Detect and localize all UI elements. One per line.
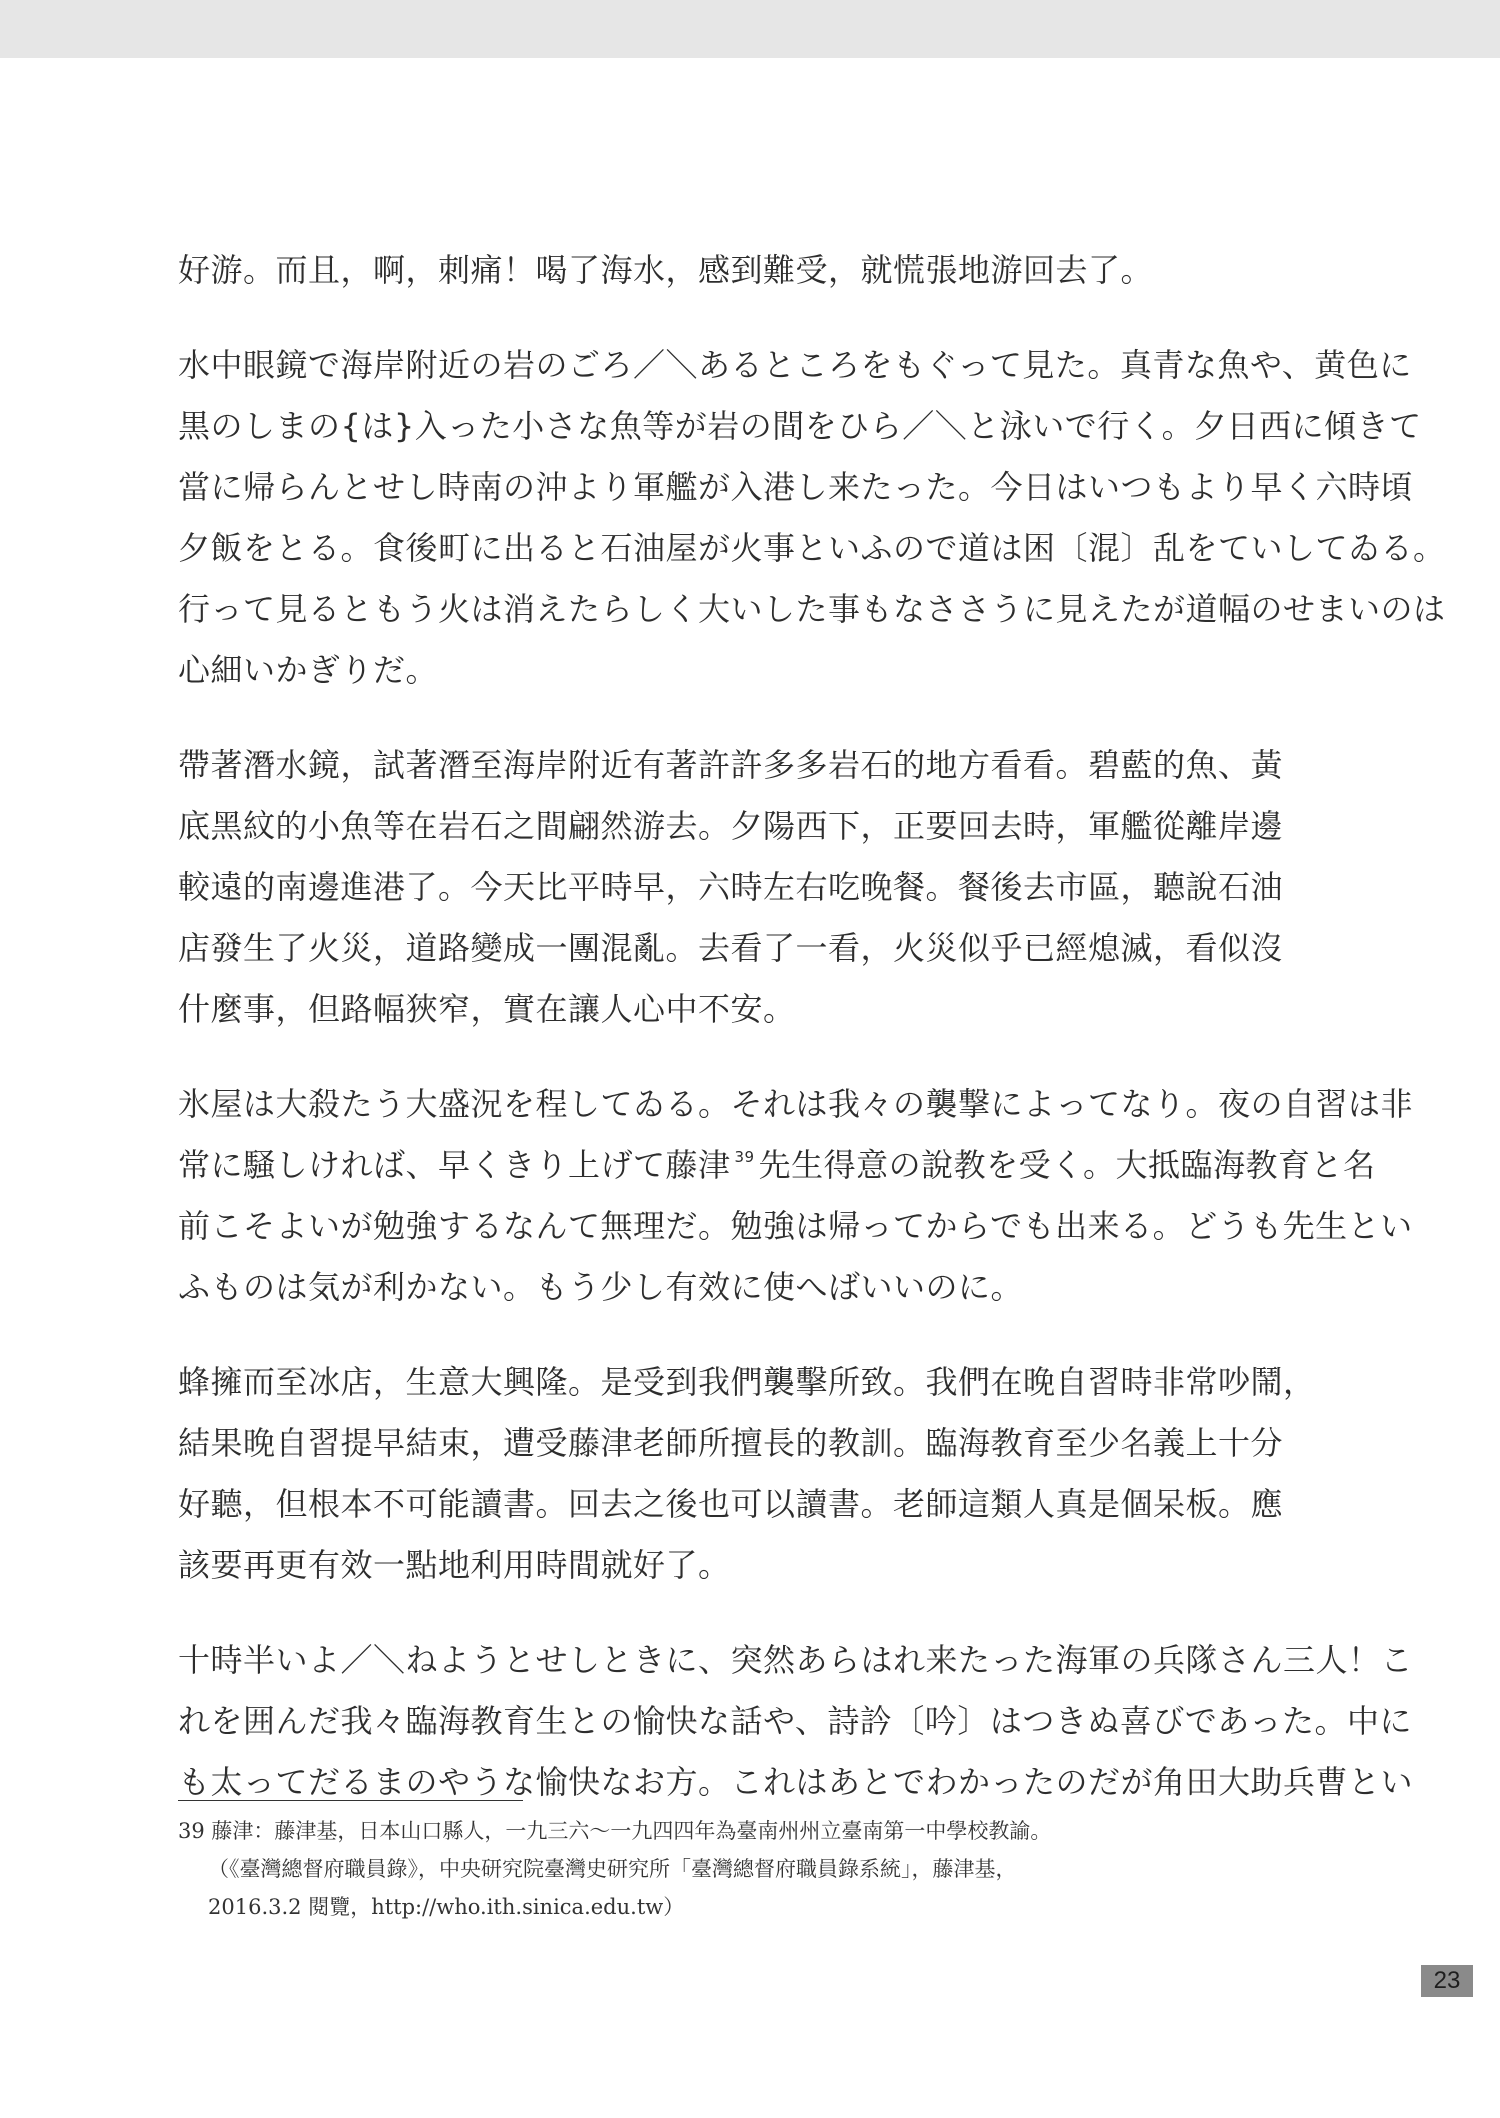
- text-line: 店發生了火災，道路變成一團混亂。去看了一看，火災似乎已經熄滅，看似沒: [178, 929, 1284, 967]
- text-line: も太ってだるまのやうな愉快なお方。これはあとでわかったのだが角田大助兵曹とい: [178, 1763, 1414, 1801]
- main-text: [178, 240, 1446, 1813]
- text-line: 好游。而且，啊，刺痛！喝了海水，感到難受，就慌張地游回去了。: [178, 251, 1154, 289]
- text-line: 什麼事，但路幅狹窄，實在讓人心中不安。: [178, 990, 796, 1028]
- text-line: 水中眼鏡で海岸附近の岩のごろ／＼あるところをもぐって見た。真青な魚や、黄色に: [178, 346, 1412, 384]
- footnote: [178, 1812, 1308, 1926]
- scan-top-edge: [0, 0, 1500, 58]
- footnote-line: （《臺灣總督府職員錄》，中央研究院臺灣史研究所「臺灣總督府職員錄系統」，藤津基，: [208, 1857, 1017, 1881]
- text-line: 該要再更有效一點地利用時間就好了。: [178, 1546, 731, 1584]
- text-line: 帶著潛水鏡，試著潛至海岸附近有著許許多多岩石的地方看看。碧藍的魚、黃: [178, 746, 1284, 784]
- text-segment: 先生得意の說教を受く。大抵臨海教育と名: [758, 1146, 1376, 1184]
- footnote-line: 2016.3.2 閱覽，http://who.ith.sinica.edu.tw）: [208, 1895, 685, 1919]
- text-line: 結果晚自習提早結束，遭受藤津老師所擅長的教訓。臨海教育至少名義上十分: [178, 1424, 1284, 1462]
- paragraph-1-chinese: [178, 240, 1300, 301]
- paragraph-5-chinese: [178, 1352, 1316, 1596]
- text-segment: 常に騒しければ、早くきり上げて藤津: [178, 1146, 731, 1184]
- text-line-with-footnote: [178, 1135, 1376, 1196]
- text-line: 較遠的南邊進港了。今天比平時早，六時左右吃晚餐。餐後去市區，聽說石油: [178, 868, 1284, 906]
- text-line: ふものは気が利かない。もう少し有效に使へばいいのに。: [178, 1268, 1024, 1306]
- text-line: 心細いかぎりだ。: [178, 651, 439, 689]
- text-line: 黒のしまの{は}入った小さな魚等が岩の間をひら／＼と泳いで行く。夕日西に傾きて: [178, 407, 1422, 445]
- text-line: 行って見るともう火は消えたらしく大いした事もなささうに見えたが道幅のせまいのは: [178, 590, 1446, 628]
- text-line: 底黑紋的小魚等在岩石之間翩然游去。夕陽西下，正要回去時，軍艦從離岸邊: [178, 807, 1284, 845]
- footnote-line: 39 藤津：藤津基，日本山口縣人，一九三六～一九四四年為臺南州州立臺南第一中學校教諭。: [178, 1819, 1052, 1843]
- text-line: 氷屋は大殺たう大盛況を程してゐる。それは我々の襲撃によってなり。夜の自習は非: [178, 1085, 1414, 1123]
- text-line: 十時半いよ／＼ねようとせしときに、突然あらはれ来たった海軍の兵隊さん三人！こ: [178, 1641, 1414, 1679]
- text-line: れを囲んだ我々臨海教育生との愉快な話や、詩訡〔吟〕はつきぬ喜びであった。中に: [178, 1702, 1413, 1740]
- text-line: 好聽，但根本不可能讀書。回去之後也可以讀書。老師這類人真是個呆板。應: [178, 1485, 1284, 1523]
- page-number: 23: [1421, 1965, 1473, 1997]
- text-line: 前こそよいが勉強するなんて無理だ。勉強は帰ってからでも出来る。どうも先生とい: [178, 1207, 1413, 1245]
- paragraph-6-japanese: [178, 1630, 1414, 1813]
- paragraph-2-japanese: [178, 335, 1446, 701]
- footnote-reference: 39: [734, 1148, 755, 1166]
- text-line: 蜂擁而至冰店，生意大興隆。是受到我們襲擊所致。我們在晚自習時非常吵鬧，: [178, 1363, 1316, 1401]
- text-line: 當に帰らんとせし時南の沖より軍艦が入港し来たった。今日はいつもより早く六時頃: [178, 468, 1414, 506]
- text-line: 夕飯をとる。食後町に出ると石油屋が火事といふので道は困〔混〕乱をていしてゐる。: [178, 529, 1446, 567]
- footnote-divider: [178, 1800, 523, 1801]
- paragraph-3-chinese: [178, 735, 1300, 1040]
- paragraph-4-japanese: [178, 1074, 1414, 1318]
